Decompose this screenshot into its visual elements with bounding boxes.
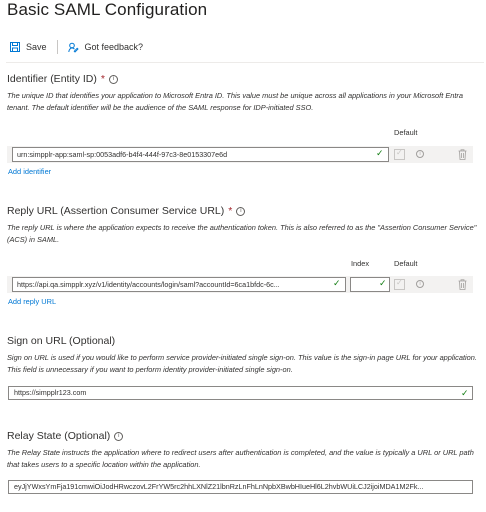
checkmark-icon: ✓	[461, 388, 469, 398]
identifier-row	[7, 146, 473, 163]
toolbar	[10, 38, 143, 56]
feedback-button[interactable]	[68, 42, 144, 53]
checkmark-icon: ✓	[379, 278, 387, 288]
save-label: Save	[26, 42, 47, 52]
info-icon[interactable]: i	[109, 75, 118, 84]
info-icon[interactable]: i	[416, 280, 424, 288]
feedback-icon	[68, 42, 79, 53]
relay-state-label: Relay State (Optional) i	[7, 430, 123, 442]
add-identifier-link[interactable]: Add identifier	[8, 167, 52, 176]
sign-on-url-description: Sign on URL is used if you would like to perform service provider-initiated single sign-on. This value is the sign-in page URL for your application. This field is unnecessary if you want to perform identity provider-initiated single sign-on.	[7, 353, 477, 374]
checkmark-icon: ✓	[333, 278, 341, 288]
info-icon[interactable]: i	[114, 432, 123, 441]
page-title: Basic SAML Configuration	[7, 0, 208, 19]
sign-on-url-label: Sign on URL (Optional)	[7, 335, 116, 347]
checkmark-icon: ✓	[376, 148, 384, 158]
save-button[interactable]	[10, 42, 47, 52]
reply-url-input[interactable]: https://api.qa.simpplr.xyz/v1/identity/accounts/login/saml?accountId=6ca1bfdc-6c...	[12, 277, 346, 292]
trash-icon[interactable]	[458, 279, 467, 290]
default-column-header: Default	[394, 259, 418, 268]
sign-on-url-input[interactable]: https://simpplr123.com	[8, 386, 473, 400]
reply-url-description: The reply URL is where the application expects to receive the authentication token. This is also referred to as the "Assertion Consumer Service" (ACS) in SAML.	[7, 223, 477, 244]
default-checkbox[interactable]	[394, 279, 405, 290]
identifier-input[interactable]: urn:simpplr-app:saml-sp:0053adf6-b4f4-444f-97c3-8e0153307e6d	[12, 147, 389, 162]
toolbar-divider	[6, 62, 484, 63]
toolbar-separator	[57, 40, 58, 54]
default-checkbox[interactable]	[394, 149, 405, 160]
identifier-description: The unique ID that identifies your application to Microsoft Entra ID. This value must be unique across all applications in your Microsoft Entra tenant. The default identifier will be the audience of the SAML response for IDP-initiated SSO.	[7, 91, 463, 112]
reply-url-label: Reply URL (Assertion Consumer Service URL) * i	[7, 205, 245, 217]
relay-state-input[interactable]: eyJjYWxsYmFja191cmwiOiJodHRwczovL2FrYW5rc2hhLXNlZ21lbnRzLnFhLnNpbXBwbHIueHl6L2hvbWUiLCJ2ijoiMDA1M2Fk...	[8, 480, 473, 494]
required-mark: *	[100, 73, 105, 85]
trash-icon[interactable]	[458, 149, 467, 160]
save-icon	[10, 42, 20, 52]
relay-state-description: The Relay State instructs the application where to redirect users after authentication is completed, and the value is typically a URL or URL path that takes users to a specific location within the application.	[7, 448, 474, 469]
add-reply-url-link[interactable]: Add reply URL	[8, 297, 57, 306]
index-column-header: Index	[351, 259, 370, 268]
reply-url-row	[7, 276, 473, 293]
info-icon[interactable]: i	[236, 207, 245, 216]
default-column-header: Default	[394, 128, 418, 137]
feedback-label: Got feedback?	[84, 42, 144, 52]
info-icon[interactable]: i	[416, 150, 424, 158]
required-mark: *	[228, 205, 233, 217]
identifier-label: Identifier (Entity ID) * i	[7, 73, 118, 85]
